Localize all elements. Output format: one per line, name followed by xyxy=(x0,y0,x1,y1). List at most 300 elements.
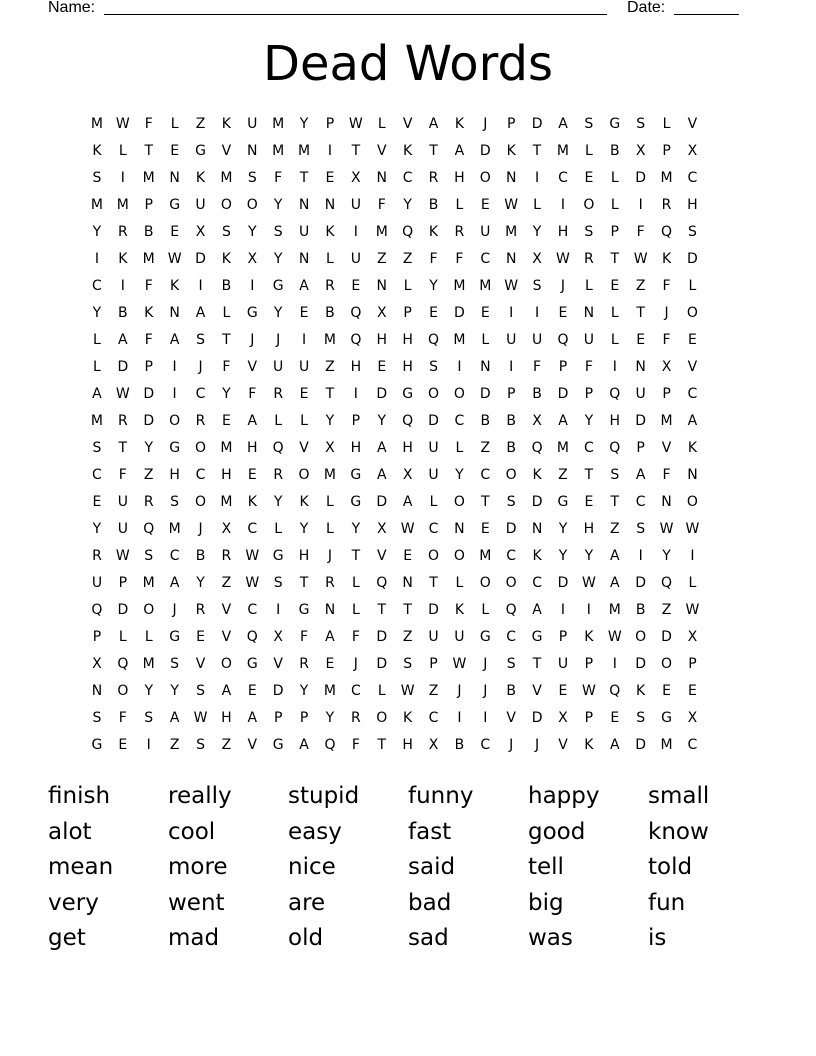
grid-letter[interactable]: K xyxy=(118,251,128,267)
grid-letter[interactable]: C xyxy=(687,737,698,753)
grid-letter[interactable]: W xyxy=(685,602,700,618)
grid-letter[interactable]: C xyxy=(428,521,439,537)
grid-letter[interactable]: W xyxy=(115,116,130,132)
grid-letter[interactable]: E xyxy=(118,737,128,753)
grid-letter[interactable]: O xyxy=(117,683,129,699)
grid-letter[interactable]: U xyxy=(506,332,517,348)
grid-letter[interactable]: W xyxy=(400,521,415,537)
grid-letter[interactable]: F xyxy=(300,629,309,645)
grid-letter[interactable]: J xyxy=(172,602,177,618)
grid-letter[interactable]: M xyxy=(453,332,466,348)
grid-letter[interactable]: Y xyxy=(377,413,387,429)
grid-letter[interactable]: K xyxy=(221,116,231,132)
grid-letter[interactable]: M xyxy=(90,197,103,213)
grid-letter[interactable]: I xyxy=(302,332,307,348)
grid-letter[interactable]: E xyxy=(377,359,387,375)
grid-letter[interactable]: T xyxy=(429,143,438,159)
grid-letter[interactable]: C xyxy=(506,629,517,645)
grid-letter[interactable]: P xyxy=(558,629,568,645)
grid-letter[interactable]: A xyxy=(299,737,309,753)
grid-letter[interactable]: N xyxy=(687,467,698,483)
grid-letter[interactable]: Q xyxy=(143,521,155,537)
grid-letter[interactable]: O xyxy=(505,467,517,483)
grid-letter[interactable]: Q xyxy=(324,737,336,753)
grid-letter[interactable]: Y xyxy=(584,548,594,564)
grid-letter[interactable]: Y xyxy=(273,494,283,510)
grid-letter[interactable]: M xyxy=(142,170,155,186)
grid-letter[interactable]: S xyxy=(687,224,697,240)
grid-letter[interactable]: L xyxy=(481,332,490,348)
grid-letter[interactable]: X xyxy=(402,467,413,483)
grid-letter[interactable]: Y xyxy=(429,278,438,294)
grid-letter[interactable]: D xyxy=(557,575,569,591)
grid-letter[interactable]: M xyxy=(556,143,570,159)
grid-letter[interactable]: K xyxy=(584,629,594,645)
grid-letter[interactable]: F xyxy=(351,737,360,753)
grid-letter[interactable]: E xyxy=(610,278,620,294)
grid-letter[interactable]: R xyxy=(325,278,335,294)
grid-letter[interactable]: Y xyxy=(299,683,309,699)
grid-letter[interactable]: U xyxy=(454,629,465,645)
grid-letter[interactable]: U xyxy=(350,197,361,213)
grid-letter[interactable]: L xyxy=(93,359,101,375)
grid-letter[interactable]: R xyxy=(454,224,465,240)
grid-letter[interactable]: P xyxy=(584,656,594,672)
grid-letter[interactable]: I xyxy=(250,278,255,294)
grid-letter[interactable]: S xyxy=(532,278,542,294)
grid-letter[interactable]: I xyxy=(509,359,514,375)
grid-letter[interactable]: U xyxy=(298,224,310,240)
grid-letter[interactable]: Z xyxy=(221,737,232,753)
grid-letter[interactable]: S xyxy=(144,548,154,564)
grid-letter[interactable]: K xyxy=(454,116,464,132)
grid-letter[interactable]: C xyxy=(454,413,465,429)
grid-letter[interactable]: E xyxy=(688,683,697,699)
grid-letter[interactable]: E xyxy=(584,170,594,186)
grid-letter[interactable]: Z xyxy=(169,737,180,753)
grid-letter[interactable]: I xyxy=(353,224,358,240)
grid-letter[interactable]: E xyxy=(584,494,594,510)
grid-letter[interactable]: P xyxy=(584,386,594,402)
grid-letter[interactable]: W xyxy=(607,629,622,645)
grid-letter[interactable]: R xyxy=(92,548,102,564)
grid-letter[interactable]: S xyxy=(144,710,154,726)
grid-letter[interactable]: F xyxy=(455,251,464,267)
grid-letter[interactable]: D xyxy=(272,683,284,699)
grid-letter[interactable]: V xyxy=(558,737,568,753)
grid-letter[interactable]: R xyxy=(350,710,361,726)
grid-letter[interactable]: M xyxy=(142,656,155,672)
grid-letter[interactable]: Y xyxy=(248,224,257,240)
grid-letter[interactable]: R xyxy=(117,413,128,429)
grid-letter[interactable]: S xyxy=(273,224,283,240)
grid-letter[interactable]: E xyxy=(247,467,257,483)
grid-letter[interactable]: L xyxy=(326,251,334,267)
grid-letter[interactable]: O xyxy=(686,494,698,510)
grid-letter[interactable]: Y xyxy=(144,683,153,699)
grid-letter[interactable]: S xyxy=(636,116,646,132)
grid-letter[interactable]: I xyxy=(198,278,203,294)
grid-letter[interactable]: E xyxy=(558,683,568,699)
grid-letter[interactable]: O xyxy=(453,548,465,564)
grid-letter[interactable]: T xyxy=(532,656,542,672)
grid-letter[interactable]: N xyxy=(247,143,258,159)
grid-letter[interactable]: D xyxy=(661,629,672,645)
grid-letter[interactable]: S xyxy=(584,224,594,240)
name-blank-line[interactable] xyxy=(104,14,607,15)
grid-letter[interactable]: U xyxy=(117,521,128,537)
grid-letter[interactable]: J xyxy=(353,656,358,672)
grid-letter[interactable]: C xyxy=(583,440,594,456)
grid-letter[interactable]: U xyxy=(273,359,284,375)
grid-letter[interactable]: H xyxy=(247,440,258,456)
grid-letter[interactable]: J xyxy=(198,521,203,537)
grid-letter[interactable]: Q xyxy=(376,575,388,591)
grid-letter[interactable]: A xyxy=(454,143,465,159)
grid-letter[interactable]: L xyxy=(610,332,619,348)
grid-letter[interactable]: B xyxy=(195,548,206,564)
grid-letter[interactable]: X xyxy=(532,251,542,267)
grid-letter[interactable]: B xyxy=(118,305,128,321)
grid-letter[interactable]: A xyxy=(299,278,309,294)
grid-letter[interactable]: U xyxy=(480,224,491,240)
grid-letter[interactable]: D xyxy=(428,413,439,429)
grid-letter[interactable]: G xyxy=(91,737,103,753)
grid-letter[interactable]: A xyxy=(169,332,180,348)
grid-letter[interactable]: V xyxy=(247,359,258,375)
grid-letter[interactable]: Y xyxy=(351,521,361,537)
grid-letter[interactable]: N xyxy=(169,305,180,321)
grid-letter[interactable]: B xyxy=(635,602,646,618)
grid-letter[interactable]: R xyxy=(195,413,206,429)
grid-letter[interactable]: P xyxy=(299,710,309,726)
grid-letter[interactable]: V xyxy=(221,602,232,618)
grid-letter[interactable]: I xyxy=(586,602,591,618)
grid-letter[interactable]: K xyxy=(299,494,309,510)
grid-letter[interactable]: P xyxy=(584,710,594,726)
grid-letter[interactable]: Y xyxy=(455,467,464,483)
grid-letter[interactable]: X xyxy=(221,521,232,537)
grid-letter[interactable]: U xyxy=(195,197,206,213)
grid-letter[interactable]: K xyxy=(506,143,516,159)
grid-letter[interactable]: H xyxy=(221,710,232,726)
grid-letter[interactable]: H xyxy=(350,359,362,375)
grid-letter[interactable]: O xyxy=(428,548,440,564)
grid-letter[interactable]: L xyxy=(455,440,464,456)
grid-letter[interactable]: I xyxy=(353,386,358,402)
grid-letter[interactable]: Y xyxy=(558,521,568,537)
grid-letter[interactable]: O xyxy=(583,197,595,213)
grid-letter[interactable]: U xyxy=(428,629,439,645)
grid-letter[interactable]: N xyxy=(454,521,465,537)
grid-letter[interactable]: Y xyxy=(273,305,283,321)
grid-letter[interactable]: I xyxy=(94,251,100,267)
grid-letter[interactable]: O xyxy=(635,629,647,645)
grid-letter[interactable]: A xyxy=(687,413,698,429)
grid-letter[interactable]: R xyxy=(299,656,309,672)
grid-letter[interactable]: V xyxy=(195,656,206,672)
grid-letter[interactable]: B xyxy=(143,224,154,240)
grid-letter[interactable]: E xyxy=(688,332,697,348)
grid-letter[interactable]: Z xyxy=(428,683,439,699)
grid-letter[interactable]: Y xyxy=(299,521,309,537)
grid-letter[interactable]: C xyxy=(480,251,491,267)
grid-letter[interactable]: F xyxy=(584,359,593,375)
grid-letter[interactable]: D xyxy=(557,386,569,402)
grid-letter[interactable]: H xyxy=(298,548,310,564)
grid-letter[interactable]: T xyxy=(610,494,620,510)
grid-letter[interactable]: D xyxy=(428,602,439,618)
grid-letter[interactable]: I xyxy=(638,197,643,213)
grid-letter[interactable]: E xyxy=(558,305,568,321)
grid-letter[interactable]: W xyxy=(115,548,130,564)
grid-letter[interactable]: L xyxy=(170,116,179,132)
grid-letter[interactable]: V xyxy=(532,683,542,699)
grid-letter[interactable]: P xyxy=(662,143,671,159)
grid-letter[interactable]: X xyxy=(376,305,387,321)
grid-letter[interactable]: X xyxy=(247,251,258,267)
grid-letter[interactable]: E xyxy=(480,197,490,213)
grid-letter[interactable]: V xyxy=(506,710,516,726)
grid-letter[interactable]: Z xyxy=(221,575,232,591)
grid-letter[interactable]: M xyxy=(90,413,103,429)
grid-letter[interactable]: Z xyxy=(325,359,335,375)
grid-letter[interactable]: I xyxy=(560,602,566,618)
grid-letter[interactable]: I xyxy=(535,170,540,186)
grid-letter[interactable]: Q xyxy=(246,629,258,645)
grid-letter[interactable]: F xyxy=(144,116,153,132)
grid-letter[interactable]: U xyxy=(428,440,439,456)
grid-letter[interactable]: O xyxy=(686,305,698,321)
grid-letter[interactable]: M xyxy=(168,521,181,537)
grid-letter[interactable]: C xyxy=(506,548,517,564)
date-blank-line[interactable] xyxy=(674,14,739,15)
grid-letter[interactable]: T xyxy=(118,440,128,456)
grid-letter[interactable]: T xyxy=(429,575,438,591)
grid-letter[interactable]: T xyxy=(351,548,361,564)
grid-letter[interactable]: E xyxy=(247,683,257,699)
grid-letter[interactable]: E xyxy=(299,305,309,321)
grid-letter[interactable]: D xyxy=(531,710,543,726)
grid-letter[interactable]: S xyxy=(636,521,646,537)
grid-letter[interactable]: U xyxy=(583,332,594,348)
grid-letter[interactable]: V xyxy=(687,116,698,132)
grid-letter[interactable]: P xyxy=(144,197,153,213)
grid-letter[interactable]: M xyxy=(660,737,673,753)
grid-letter[interactable]: D xyxy=(531,116,543,132)
grid-letter[interactable]: K xyxy=(247,494,257,510)
grid-letter[interactable]: Q xyxy=(350,305,362,321)
grid-letter[interactable]: I xyxy=(509,305,514,321)
grid-letter[interactable]: K xyxy=(428,224,439,240)
grid-letter[interactable]: Q xyxy=(609,440,621,456)
grid-letter[interactable]: U xyxy=(635,386,646,402)
grid-letter[interactable]: H xyxy=(402,359,413,375)
grid-letter[interactable]: G xyxy=(609,116,621,132)
grid-letter[interactable]: F xyxy=(144,332,153,348)
grid-letter[interactable]: H xyxy=(402,332,413,348)
grid-letter[interactable]: D xyxy=(117,602,129,618)
grid-letter[interactable]: P xyxy=(506,116,516,132)
grid-letter[interactable]: H xyxy=(609,413,621,429)
grid-letter[interactable]: S xyxy=(92,710,102,726)
grid-letter[interactable]: V xyxy=(247,737,258,753)
grid-letter[interactable]: Y xyxy=(403,197,412,213)
grid-letter[interactable]: C xyxy=(247,602,258,618)
grid-letter[interactable]: A xyxy=(195,305,206,321)
grid-letter[interactable]: J xyxy=(198,359,203,375)
grid-letter[interactable]: G xyxy=(195,143,206,159)
grid-letter[interactable]: K xyxy=(661,251,672,267)
grid-letter[interactable]: J xyxy=(483,116,488,132)
grid-letter[interactable]: Q xyxy=(505,602,517,618)
grid-letter[interactable]: W xyxy=(581,683,596,699)
grid-letter[interactable]: N xyxy=(324,602,336,618)
grid-letter[interactable]: L xyxy=(144,629,153,645)
grid-letter[interactable]: D xyxy=(505,521,517,537)
grid-letter[interactable]: N xyxy=(480,359,491,375)
grid-letter[interactable]: M xyxy=(479,278,492,294)
grid-letter[interactable]: M xyxy=(453,278,466,294)
grid-letter[interactable]: W xyxy=(400,683,415,699)
grid-letter[interactable]: F xyxy=(351,629,360,645)
grid-letter[interactable]: X xyxy=(635,143,646,159)
grid-letter[interactable]: T xyxy=(299,575,309,591)
grid-letter[interactable]: P xyxy=(636,440,645,456)
grid-letter[interactable]: A xyxy=(558,413,568,429)
grid-letter[interactable]: B xyxy=(506,440,516,456)
grid-letter[interactable]: E xyxy=(403,548,413,564)
grid-letter[interactable]: N xyxy=(661,494,672,510)
grid-letter[interactable]: G xyxy=(402,386,414,402)
grid-letter[interactable]: Q xyxy=(661,575,673,591)
grid-letter[interactable]: F xyxy=(377,197,386,213)
grid-letter[interactable]: G xyxy=(246,656,258,672)
grid-letter[interactable]: D xyxy=(687,251,698,267)
grid-letter[interactable]: U xyxy=(350,251,361,267)
grid-letter[interactable]: S xyxy=(221,224,231,240)
grid-letter[interactable]: S xyxy=(170,494,180,510)
grid-letter[interactable]: L xyxy=(455,197,464,213)
grid-letter[interactable]: G xyxy=(531,629,543,645)
grid-letter[interactable]: D xyxy=(376,629,388,645)
grid-letter[interactable]: V xyxy=(273,656,283,672)
grid-letter[interactable]: N xyxy=(376,278,387,294)
grid-letter[interactable]: K xyxy=(636,683,646,699)
grid-letter[interactable]: A xyxy=(169,710,180,726)
grid-letter[interactable]: S xyxy=(92,170,102,186)
grid-letter[interactable]: E xyxy=(221,413,231,429)
grid-letter[interactable]: U xyxy=(557,656,569,672)
grid-letter[interactable]: H xyxy=(221,467,232,483)
grid-letter[interactable]: T xyxy=(377,737,387,753)
grid-letter[interactable]: Q xyxy=(91,602,103,618)
grid-letter[interactable]: L xyxy=(118,143,127,159)
grid-letter[interactable]: D xyxy=(376,494,388,510)
grid-letter[interactable]: O xyxy=(479,170,491,186)
grid-letter[interactable]: G xyxy=(479,629,491,645)
grid-letter[interactable]: J xyxy=(457,683,462,699)
grid-letter[interactable]: A xyxy=(558,116,568,132)
grid-letter[interactable]: R xyxy=(661,197,672,213)
grid-letter[interactable]: L xyxy=(377,683,386,699)
grid-letter[interactable]: S xyxy=(403,656,413,672)
grid-letter[interactable]: L xyxy=(455,575,464,591)
grid-letter[interactable]: A xyxy=(609,737,620,753)
grid-letter[interactable]: V xyxy=(376,548,387,564)
grid-letter[interactable]: P xyxy=(688,656,697,672)
grid-letter[interactable]: B xyxy=(480,413,491,429)
grid-letter[interactable]: N xyxy=(376,170,387,186)
grid-letter[interactable]: F xyxy=(429,251,438,267)
grid-letter[interactable]: W xyxy=(452,656,467,672)
grid-letter[interactable]: E xyxy=(351,278,361,294)
grid-letter[interactable]: L xyxy=(351,575,360,591)
grid-letter[interactable]: J xyxy=(250,332,255,348)
grid-letter[interactable]: Y xyxy=(558,548,568,564)
grid-letter[interactable]: T xyxy=(532,143,542,159)
grid-letter[interactable]: I xyxy=(457,710,462,726)
grid-letter[interactable]: X xyxy=(661,359,672,375)
grid-letter[interactable]: X xyxy=(92,656,102,672)
grid-letter[interactable]: N xyxy=(298,197,310,213)
grid-letter[interactable]: Y xyxy=(222,386,231,402)
grid-letter[interactable]: X xyxy=(273,629,283,645)
grid-letter[interactable]: D xyxy=(143,386,155,402)
grid-letter[interactable]: N xyxy=(402,575,413,591)
grid-letter[interactable]: A xyxy=(402,494,413,510)
grid-letter[interactable]: S xyxy=(92,440,102,456)
grid-letter[interactable]: G xyxy=(246,305,258,321)
grid-letter[interactable]: U xyxy=(531,332,543,348)
grid-letter[interactable]: M xyxy=(323,332,336,348)
grid-letter[interactable]: L xyxy=(403,278,412,294)
grid-letter[interactable]: L xyxy=(688,575,697,591)
grid-letter[interactable]: L xyxy=(688,278,697,294)
grid-letter[interactable]: Q xyxy=(350,332,362,348)
grid-letter[interactable]: W xyxy=(581,575,596,591)
grid-letter[interactable]: T xyxy=(299,170,309,186)
grid-letter[interactable]: Y xyxy=(273,197,283,213)
grid-letter[interactable]: C xyxy=(480,467,491,483)
grid-letter[interactable]: X xyxy=(325,440,335,456)
grid-letter[interactable]: M xyxy=(479,548,492,564)
grid-letter[interactable]: T xyxy=(481,494,490,510)
grid-letter[interactable]: I xyxy=(146,737,151,753)
grid-letter[interactable]: O xyxy=(453,386,465,402)
grid-letter[interactable]: U xyxy=(298,359,310,375)
grid-letter[interactable]: Q xyxy=(531,440,543,456)
grid-letter[interactable]: W xyxy=(685,521,700,537)
grid-letter[interactable]: P xyxy=(403,305,412,321)
grid-letter[interactable]: E xyxy=(480,521,490,537)
grid-letter[interactable]: M xyxy=(142,575,155,591)
grid-letter[interactable]: M xyxy=(272,143,285,159)
grid-letter[interactable]: B xyxy=(506,413,516,429)
grid-letter[interactable]: C xyxy=(635,494,646,510)
grid-letter[interactable]: I xyxy=(276,602,281,618)
grid-letter[interactable]: B xyxy=(325,305,335,321)
grid-letter[interactable]: C xyxy=(532,575,542,591)
grid-letter[interactable]: M xyxy=(556,440,570,456)
grid-letter[interactable]: H xyxy=(376,332,387,348)
grid-letter[interactable]: R xyxy=(325,575,335,591)
grid-letter[interactable]: A xyxy=(376,440,387,456)
grid-letter[interactable]: G xyxy=(169,629,181,645)
grid-letter[interactable]: L xyxy=(584,143,593,159)
grid-letter[interactable]: S xyxy=(247,170,257,186)
grid-letter[interactable]: H xyxy=(687,197,698,213)
